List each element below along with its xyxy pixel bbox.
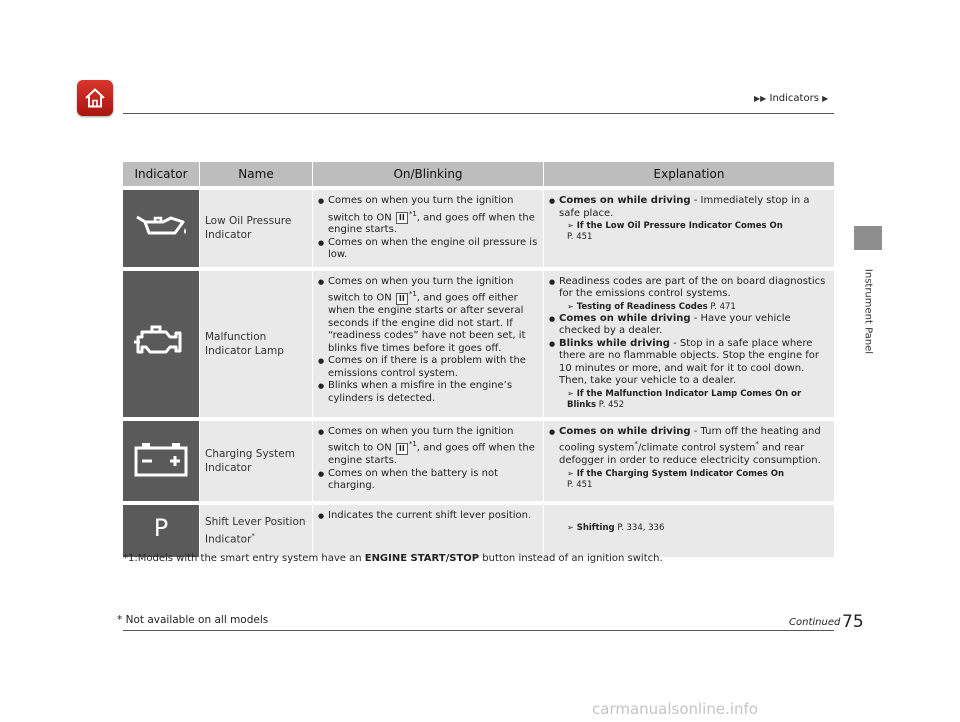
asterisk-marker: * [634,440,638,449]
text: - Turn off the heating and cooling system [559,425,821,454]
text: and rear defogger in order to reduce electricity consumption. [559,442,821,467]
reference-arrow-icon: ➢ [567,468,574,478]
indicator-name [200,505,313,557]
on-blinking-cell [313,271,544,417]
triangle-right-icon: ▶ [822,94,829,103]
name-line: Indicator [205,229,252,242]
text: *1:Models with the smart entry system have an [123,553,365,564]
explanation-cell [544,505,834,557]
indicator-icon-cell [123,190,200,267]
list-item [318,276,538,355]
list-item [549,338,829,411]
reference-title: Shifting [576,522,615,533]
text: button instead of an ignition switch. [479,553,663,564]
home-icon [83,86,107,110]
ignition-on-key-icon: II [396,443,408,455]
footnote-marker: *1 [408,209,417,218]
indicator-name [200,190,313,267]
header-divider [123,113,834,114]
reference-arrow-icon: ➢ [567,301,574,311]
cross-reference-link[interactable] [549,468,829,491]
name-line: Indicator Lamp [205,344,284,357]
indicator-icon-cell [123,421,200,501]
list-item: ● Blinks when a misfire in the engine’s cylinders is detected. [318,380,538,405]
cross-reference-link[interactable] [559,388,829,411]
cross-reference-link[interactable] [549,220,829,243]
breadcrumb-label: Indicators [769,93,819,104]
footer-divider [123,630,834,631]
reference-page: P. 334, 336 [617,522,665,533]
explanation-cell [544,271,834,417]
explanation-cell [544,190,834,267]
text: - Stop in a safe place where there are no flammable objects. Stop the engine for 10 minutes or more, and wait for it to cool down. Then, take your vehicle to a dealer. [559,337,820,387]
list-item [549,426,829,468]
ignition-on-key-icon: II [396,293,408,305]
list-item [549,195,829,220]
bold-text: Comes on while driving [559,195,691,206]
reference-arrow-icon: ➢ [567,221,574,230]
availability-note: * Not available on all models [117,614,269,626]
table-row [123,190,834,267]
indicator-icon-cell [123,505,200,557]
text: Comes on when you turn the ignition switch to ON [328,425,514,454]
indicator-name [200,271,313,417]
reference-arrow-icon: ➢ [567,388,574,398]
text: Comes on when you turn the ignition switch to ON [328,195,514,223]
table-header-row [123,162,834,186]
on-blinking-cell [313,421,544,501]
list-item [549,276,829,313]
name-line: Charging System [205,447,295,460]
name-line: Indicator [205,461,252,474]
asterisk-marker: * [251,532,255,541]
home-button[interactable] [77,80,113,116]
list-item: ● Comes on if there is a problem with the emissions control system. [318,355,538,380]
text: , and goes off when the engine starts. [328,211,535,236]
text: /climate control system [637,442,756,454]
breadcrumb[interactable] [754,93,828,104]
reference-arrow-icon: ➢ [567,522,574,532]
column-header: Name [200,162,313,186]
reference-page: P. 451 [567,479,593,490]
section-label-text: Instrument Panel [862,268,874,355]
cross-reference-link[interactable] [549,522,829,534]
list-item: ● Indicates the current shift lever position. [318,510,538,523]
battery-icon [132,439,190,479]
indicator-name [200,421,313,501]
name-line: Shift Lever Position [205,516,306,529]
indicator-table [123,158,834,561]
reference-title: Testing of Readiness Codes [576,301,708,312]
continued-label: Continued [789,617,841,628]
on-blinking-cell [313,190,544,267]
list-item [318,426,538,468]
explanation-cell [544,421,834,501]
on-blinking-cell [313,505,544,557]
text: - Immediately stop in a safe place. [559,195,810,219]
reference-title: If the Charging System Indicator Comes On [576,468,785,479]
page-number: 75 [842,612,864,632]
indicator-icon-cell [123,271,200,417]
text: , and goes off either when the engine starts or after several seconds if the engine did not start. If “readiness codes” have not been set, it blinks five times before it goes off. [328,292,526,354]
list-item: ● Comes on when the engine oil pressure is low. [318,237,538,262]
list-item [318,195,538,237]
text: - Have your vehicle checked by a dealer. [559,312,791,337]
text: Comes on when you turn the ignition switch to ON [328,275,514,304]
cross-reference-link[interactable] [559,301,829,313]
list-item [549,313,829,338]
bold-text: Blinks while driving [559,337,670,349]
text: Readiness codes are part of the on board diagnostics for the emissions control systems. [559,275,826,300]
footnote-marker: *1 [408,290,417,299]
asterisk-marker: * [755,440,759,449]
p-letter-icon: P [153,513,169,542]
bold-text: Comes on while driving [559,312,691,324]
footnote [123,553,663,564]
engine-icon [132,322,190,362]
section-label [853,260,883,370]
list-item: ● Comes on when the battery is not charging. [318,468,538,493]
oil-can-icon [133,211,189,241]
column-header: Indicator [123,162,200,186]
reference-title: If the Malfunction Indicator Lamp Comes On or Blinks [567,388,802,410]
name-line: Indicator [205,533,252,546]
column-header: Explanation [544,162,834,186]
bold-text: ENGINE START/STOP [364,553,480,564]
ignition-on-key-icon: II [396,212,408,224]
section-tab-marker[interactable] [854,226,882,250]
reference-page: P. 451 [567,232,593,242]
reference-page: P. 471 [710,301,736,312]
bold-text: Comes on while driving [559,425,691,437]
table-row [123,421,834,501]
table-row [123,505,834,557]
reference-title: If the Low Oil Pressure Indicator Comes On [576,221,783,231]
reference-page: P. 452 [598,399,625,410]
triangle-right-icon: ▶▶ [754,94,767,103]
name-line: Malfunction [205,330,267,343]
table-row [123,271,834,417]
name-line: Low Oil Pressure [205,215,292,228]
column-header: On/Blinking [313,162,544,186]
text: , and goes off when the engine starts. [328,442,535,467]
footnote-marker: *1 [408,440,417,449]
watermark: carmanualsonline.info [592,700,758,718]
